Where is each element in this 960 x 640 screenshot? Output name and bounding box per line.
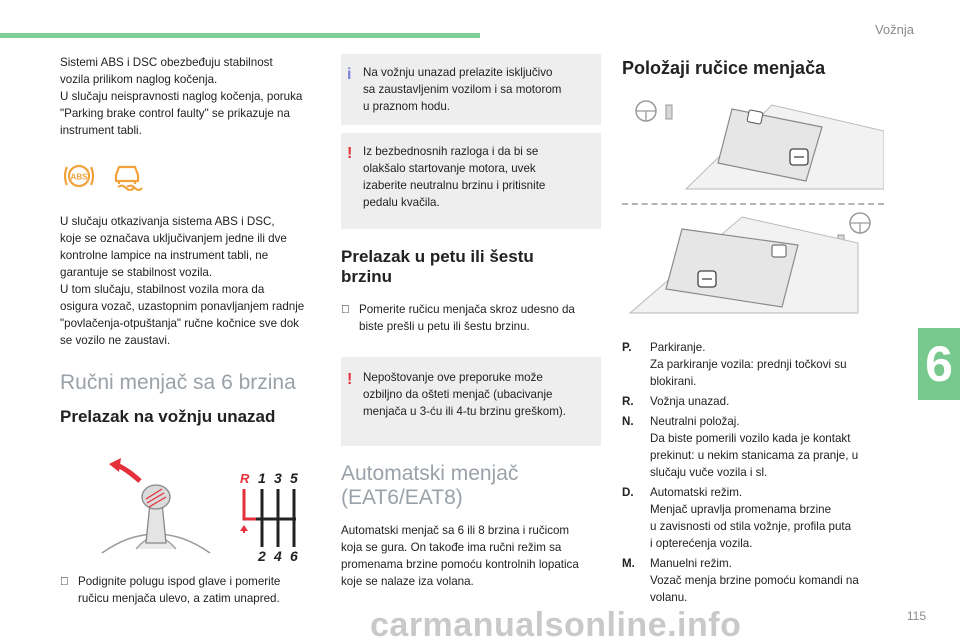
svg-text:3: 3 (274, 470, 282, 486)
section-title: Vožnja (874, 22, 914, 37)
bullet-icon (341, 301, 353, 335)
fifth-sixth-gear-title: Prelazak u petu ili šestu brzinu (341, 247, 534, 286)
warning-icon: ! (347, 371, 353, 388)
reverse-instruction (60, 573, 322, 607)
reverse-instruction-text: Podignite polugu ispod glave i pomerite ručicu menjača ulevo, a zatim unapred. (78, 575, 281, 605)
position-item-d: D. Automatski režim. Menjač upravlja promenama brzine u zavisnosti od stila vožnje, profila puta i opterećenja vozila. (622, 486, 852, 550)
top-accent-bar (0, 33, 480, 38)
manual-gearbox-title: Ručni menjač sa 6 brzina (60, 371, 296, 394)
selector-illustration-bottom (622, 209, 884, 317)
position-item-p: P. Parkiranje. Za parkiranje vozila: prednji točkovi su blokirani. (622, 341, 847, 388)
column-right (622, 54, 884, 609)
svg-text:4: 4 (274, 548, 282, 563)
svg-text:6: 6 (290, 548, 298, 563)
column-left (60, 54, 322, 607)
warning-box-neutral: ! Iz bezbednosnih razloga i da bi se olakšalo startovanje motora, uvek izaberite neutralnu brzinu i pritisnite pedalu kvačila. (341, 133, 601, 229)
position-item-m: M. Manuelni režim. Vozač menja brzine pomoću komandi na volanu. (622, 557, 859, 604)
column-middle (341, 54, 601, 590)
svg-text:1: 1 (258, 470, 266, 486)
gear-lever-illustration (100, 453, 212, 563)
watermark-text: carmanualsonline.info (370, 606, 742, 640)
dsc-car-icon (110, 161, 144, 193)
reverse-gear-title: Prelazak na vožnju unazad (60, 407, 276, 426)
position-item-n: N. Neutralni položaj. Da biste pomerili vozilo kada je kontakt prekinut: u nekim stanicama za pranje, u slučaju vuče vozila i sl. (622, 415, 859, 479)
gear-pattern-diagram (234, 467, 302, 563)
svg-text:2: 2 (258, 548, 266, 563)
warning-lamps (62, 161, 322, 193)
selector-positions-title: Položaji ručice menjača (622, 58, 826, 78)
info-box-reverse: i Na vožnju unazad prelazite isključivo sa zaustavljenim vozilom i sa motorom u praznom hodu. (341, 54, 601, 125)
bullet-icon (60, 573, 72, 607)
position-item-r: R. Vožnja unazad. (622, 395, 730, 408)
selector-positions-list (622, 339, 884, 606)
automatic-gearbox-title: Automatski menjač (EAT6/EAT8) (341, 462, 519, 509)
page-number: 115 (906, 609, 926, 623)
warning-icon: ! (347, 145, 353, 162)
manual-gear-illustrations (100, 453, 322, 563)
automatic-gearbox-paragraph: Automatski menjač sa 6 ili 8 brzina i ručicom koja se gura. On takođe ima ručni režim sa promenama brzine pomoću kontrolnih lopatica koje se nalaze iza volana. (341, 524, 579, 588)
abs-warning-icon (62, 161, 96, 191)
svg-text:ABS: ABS (70, 172, 88, 182)
info-icon: i (347, 66, 352, 83)
body-paragraph: U slučaju otkazivanja sistema ABS i DSC, koje se označava uključivanjem jedne ili dve kontrolne lampice na instrument tabli, ne garantuje se stabilnost vozila. U tom slučaju, stabilnost vozila mora da osigura vozač, uzastopnim ponavljanjem radnje "povlačenja-otpuštanja" ručne kočnice sve dok se vozilo ne zaustavi. (60, 215, 305, 347)
selector-illustration-top (622, 93, 884, 201)
chapter-tab: 6 (918, 328, 960, 400)
fifth-gear-instruction (341, 301, 601, 335)
intro-paragraph: Sistemi ABS i DSC obezbeđuju stabilnost vozila prilikom naglog kočenja. U slučaju neispravnosti naglog kočenja, poruka "Parking brake control faulty" se prikazuje na instrument tabli. (60, 56, 303, 137)
svg-text:R: R (240, 471, 250, 486)
svg-text:5: 5 (290, 470, 298, 486)
illustration-divider (622, 203, 884, 205)
warning-box-gearbox: ! Nepoštovanje ove preporuke može ozbiljno da ošteti menjač (ubacivanje menjača u 3-ću ili 4-tu brzinu greškom). (341, 357, 601, 446)
fifth-gear-instruction-text: Pomerite ručicu menjača skroz udesno da biste prešli u petu ili šestu brzinu. (359, 303, 575, 333)
